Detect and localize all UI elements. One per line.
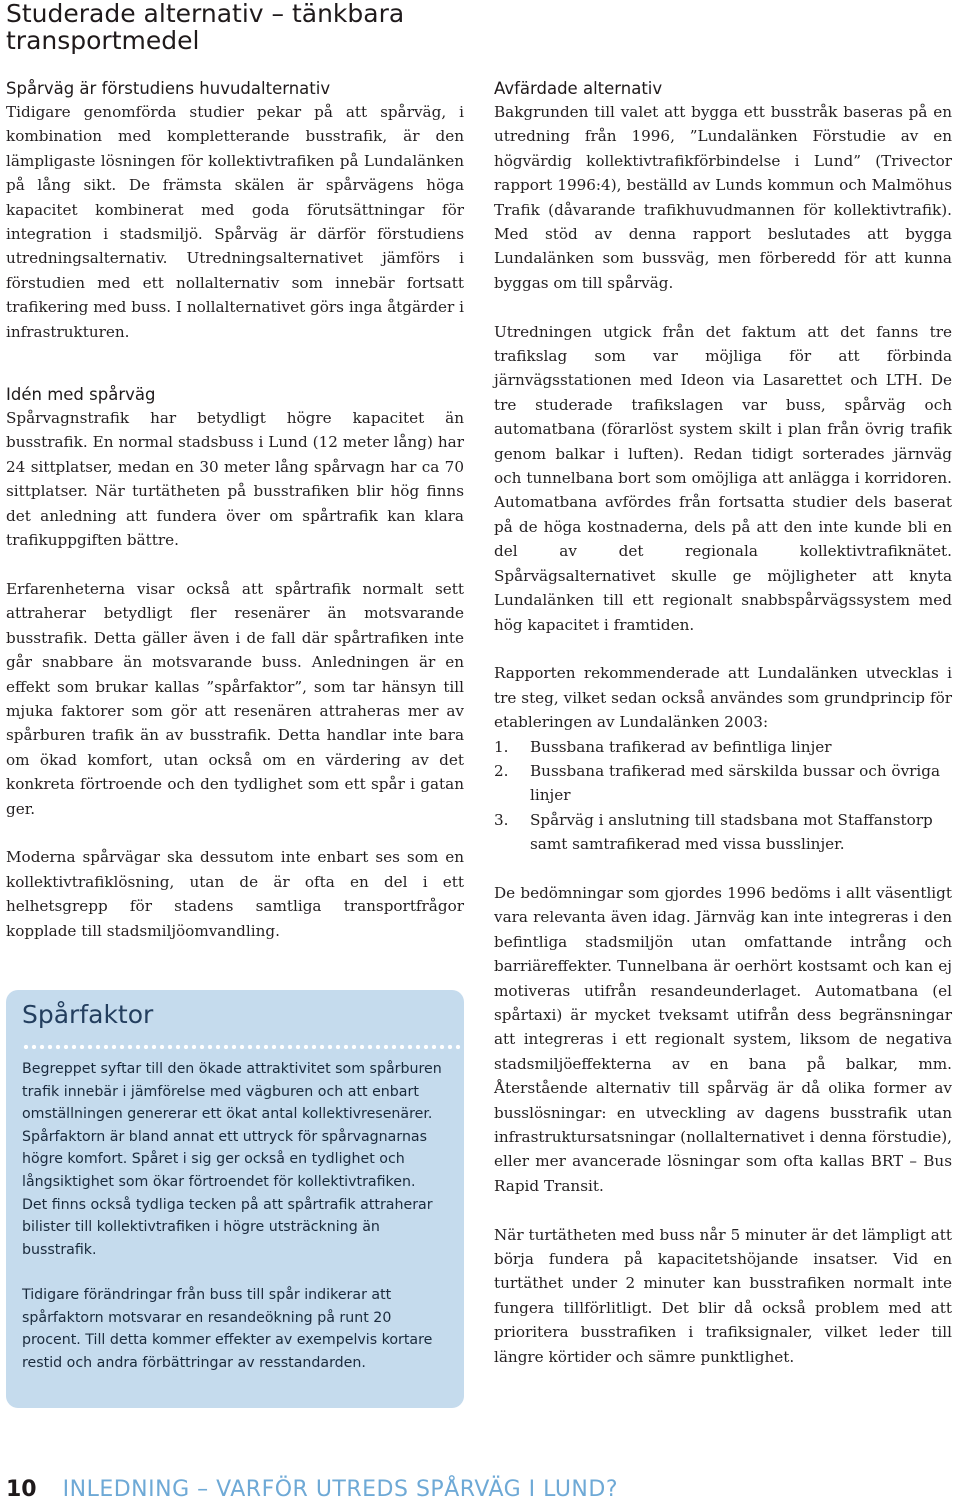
list-number: 2. xyxy=(494,761,509,780)
section-heading: Idén med spårväg xyxy=(6,385,156,405)
paragraph: Spårvagnstrafik har betydligt högre kapacitet än busstrafik. En normal stadsbuss i Lund (12 meter lång) har 24 sittplatser, medan en 30 meter lång spårvagn har ca 70 sittplatser. När turtätheten på busstrafiken blir hög finns det anledning att fundera över om spårtrafik kan klara trafikuppgiften bättre. xyxy=(6,409,464,550)
paragraph: De bedömningar som gjordes 1996 bedöms i allt väsentligt vara relevanta även idag. Järnväg kan inte integreras i den befintliga stadsmiljön utan omfattande intrång och barriäreffekter. Tunnelbana är oerhört kostsamt och kan ej motiveras utifrån resandeunderlaget. Automatbana (el spårtaxi) är mycket tveksamt utifrån dess begränsningar att integreras i ett regionalt system, liksom de negativa stadsmiljöeffekterna av en bana på balkar, mm. Återstående alternativ till spårväg är då olika former av busslösningar: en utveckling av dagens busstrafik utan infrastruktursatsningar (nollalternativet i denna förstudie), eller mer avancerade lösningar som ofta kallas BRT – Bus Rapid Transit. xyxy=(494,883,952,1195)
section-heading: Spårväg är förstudiens huvudalternativ xyxy=(6,79,331,98)
list-text: Bussbana trafikerad med särskilda bussar och övriga linjer xyxy=(530,761,941,805)
section-main-alternative xyxy=(6,78,464,344)
section-idea xyxy=(6,384,464,943)
paragraph: Erfarenheterna visar också att spårtrafik normalt sett attraherar betydligt fler resenärer än motsvarande busstrafik. Detta gäller även i de fall där spårtrafiken inte går snabbare än motsvarande buss. Anledningen är en effekt som brukar kallas ”spårfaktor”, som tar hänsyn till mjuka faktorer som gör att resenären attraheras mer av spårburen trafik än av busstrafik. Detta handlar inte bara om ökad komfort, utan också om en värdering av det konkreta förtroende och den tydlighet som ett spår i gatan ger. xyxy=(6,579,464,818)
callout-paragraph: Tidigare förändringar från buss till spår indikerar att spårfaktorn motsvarar en resandeökning på runt 20 procent. Till detta kommer effekter av exempelvis kortare restid och andra förbättringar av resstandarden. xyxy=(22,1287,433,1371)
list-item xyxy=(494,759,952,808)
paragraph: Rapporten rekommenderade att Lundalänken utvecklas i tre steg, vilket sedan också användes som grundprincip för etableringen av Lundalänken 2003: xyxy=(494,664,952,732)
list-text: Bussbana trafikerad av befintliga linjer xyxy=(530,737,832,756)
page-number: 10 xyxy=(6,1477,37,1502)
paragraph: Tidigare genomförda studier pekar på att spårväg, i kombination med kompletterande busstrafik, är den lämpligaste lösningen för kollektivtrafiken på Lundalänken på lång sikt. De främsta skälen är spårvägens höga kapacitet kombinerat med goda förutsättningar för integration i stadsmiljö. Spårväg är därför förstudiens utredningsalternativ. Utredningsalternativet jämförs i förstudien med ett nollalternativ som innebär fortsatt trafikering med buss. I nollalternativet görs inga åtgärder i infrastrukturen. xyxy=(6,103,464,341)
section-heading: Avfärdade alternativ xyxy=(494,79,663,98)
page-title: Studerade alternativ – tänkbara transportmedel xyxy=(6,0,405,55)
list-number: 1. xyxy=(494,737,509,756)
footer-title: INLEDNING – VARFÖR UTREDS SPÅRVÄG I LUND? xyxy=(62,1477,618,1502)
steps-list xyxy=(494,735,952,857)
list-item xyxy=(494,808,952,857)
paragraph: Bakgrunden till valet att bygga ett busstråk baseras på en utredning från 1996, ”Lundalänken Förstudie av en högvärdig kollektivtrafikförbindelse i Lund” (Trivector rapport 1996:4), beställd av Lunds kommun och Malmöhus Trafik (dåvarande trafikhuvudmannen för kollektivtrafik). Med stöd av denna rapport beslutades att bygga Lundalänken som bussväg, men förberedd för att kunna byggas om till spårväg. xyxy=(494,103,952,292)
callout-paragraph: Begreppet syftar till den ökade attraktivitet som spårburen trafik innebär i jämförelse med vägburen och att enbart omställningen genererar ett ökat antal kollektivresenärer. Spårfaktorn är bland annat ett uttryck för spårvagnarnas högre komfort. Spåret i sig ger också en tydlighet och långsiktighet som ökar förtroendet för kollektivtrafiken. Det finns också tydliga tecken på att spårtrafik attraherar bilister till kollektivtrafiken i högre utsträckning än busstrafik. xyxy=(22,1061,442,1258)
callout-title: Spårfaktor xyxy=(22,1000,154,1029)
paragraph: När turtätheten med buss når 5 minuter är det lämpligt att börja fundera på kapacitetshöjande insatser. Vid en turtäthet under 2 minuter kan busstrafiken normalt inte fungera tillförlitligt. Det blir då också problem med att prioritera busstrafiken i trafiksignaler, vilket leder till längre körtider och sämre punktlighet. xyxy=(494,1225,952,1366)
paragraph: Moderna spårvägar ska dessutom inte enbart ses som en kollektivtrafiklösning, utan de är ofta en del i ett helhetsgrepp för stadens samtliga transportfrågor kopplade till stadsmiljöomvandling. xyxy=(6,848,464,940)
dotted-divider xyxy=(22,1044,462,1050)
paragraph: Utredningen utgick från det faktum att det fanns tre trafikslag som var möjliga för att förbinda järnvägsstationen med Ideon via Lasarettet och LTH. De tre studerade trafikslagen var buss, spårväg och automatbana (förarlöst system skilt i plan från övrig trafik genom balkar i luften). Redan tidigt sorterades järnväg och tunnelbana bort som omöjliga att anlägga i korridoren. Automatbana avfördes från fortsatta studier dels baserat på de höga kostnaderna, dels på att den inte kunde bli en del av det regionala kollektivtrafiknätet. Spårvägsalternativet skulle ge möjligheter att knyta Lundalänken till ett regionalt snabbspårvägssystem med hög kapacitet i framtiden. xyxy=(494,322,952,634)
list-item xyxy=(494,735,952,759)
right-column xyxy=(494,78,952,1369)
left-column xyxy=(6,78,464,943)
list-text: Spårväg i anslutning till stadsbana mot Staffanstorp samt samtrafikerad med vissa busslinjer. xyxy=(530,810,933,854)
list-number: 3. xyxy=(494,810,509,829)
page-footer xyxy=(6,1476,618,1504)
